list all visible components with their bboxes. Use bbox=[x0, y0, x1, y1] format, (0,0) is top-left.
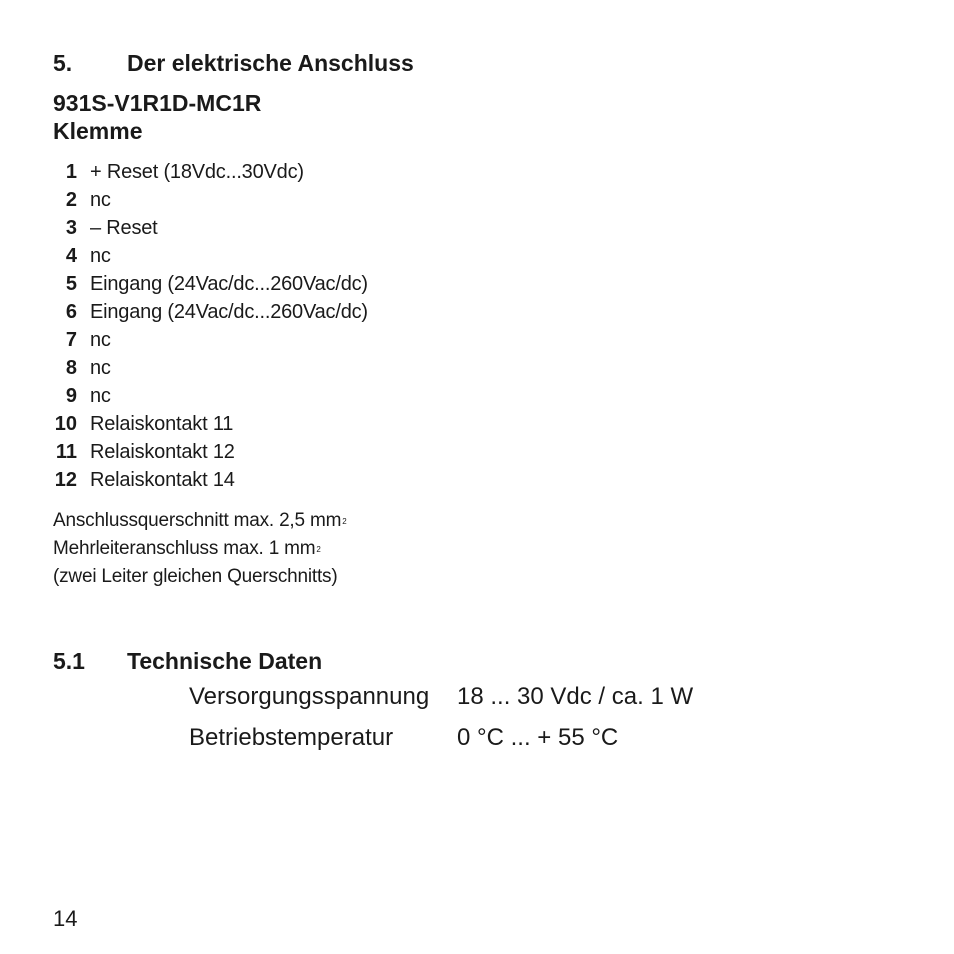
spec-value: 0 °C ... + 55 °C bbox=[457, 723, 619, 751]
terminal-subtitle: Klemme bbox=[53, 118, 143, 144]
page-number: 14 bbox=[53, 906, 78, 931]
terminal-number: 4 bbox=[65, 244, 77, 267]
terminal-row bbox=[53, 158, 753, 186]
section-title: Der elektrische Anschluss bbox=[127, 50, 414, 76]
terminal-list bbox=[53, 158, 753, 494]
terminal-label: nc bbox=[90, 328, 111, 351]
note-multi-wire bbox=[53, 535, 346, 563]
terminal-label: Relaiskontakt 11 bbox=[90, 412, 234, 435]
terminal-label: nc bbox=[90, 188, 111, 211]
terminal-label: Eingang (24Vac/dc...260Vac/dc) bbox=[90, 272, 368, 295]
terminal-number: 11 bbox=[55, 440, 77, 463]
terminal-row bbox=[53, 186, 753, 214]
note-text: Anschlussquerschnitt max. 2,5 mm bbox=[53, 510, 342, 531]
note-cross-section bbox=[53, 507, 346, 535]
terminal-number: 12 bbox=[54, 468, 77, 491]
terminal-label: nc bbox=[90, 244, 111, 267]
terminal-label: + Reset (18Vdc...30Vdc) bbox=[90, 160, 304, 183]
terminal-number: 8 bbox=[65, 356, 77, 379]
terminal-number: 10 bbox=[54, 412, 77, 435]
spec-name: Betriebstemperatur bbox=[189, 723, 394, 751]
terminal-label: Eingang (24Vac/dc...260Vac/dc) bbox=[90, 300, 368, 323]
terminal-row bbox=[53, 214, 753, 242]
tech-section-number: 5.1 bbox=[53, 648, 85, 674]
terminal-row bbox=[53, 466, 753, 494]
terminal-number: 5 bbox=[65, 272, 77, 295]
note-text: (zwei Leiter gleichen Querschnitts) bbox=[53, 566, 338, 587]
terminal-label: nc bbox=[90, 384, 111, 407]
section-number: 5. bbox=[53, 50, 73, 76]
spec-row bbox=[189, 676, 693, 717]
terminal-row bbox=[53, 242, 753, 270]
terminal-number: 6 bbox=[65, 300, 77, 323]
terminal-number: 1 bbox=[65, 160, 77, 183]
note-text: Mehrleiteranschluss max. 1 mm bbox=[53, 538, 316, 559]
terminal-number: 2 bbox=[65, 188, 77, 211]
spec-row bbox=[189, 717, 693, 758]
terminal-row bbox=[53, 410, 753, 438]
superscript: 2 bbox=[316, 544, 321, 554]
terminal-row bbox=[53, 326, 753, 354]
terminal-label: Relaiskontakt 12 bbox=[90, 440, 235, 463]
wiring-notes bbox=[53, 507, 346, 591]
note-same-cross-section bbox=[53, 563, 346, 591]
superscript: 2 bbox=[342, 516, 347, 526]
terminal-row bbox=[53, 382, 753, 410]
tech-data-table bbox=[189, 676, 693, 758]
terminal-row bbox=[53, 438, 753, 466]
terminal-label: Relaiskontakt 14 bbox=[90, 468, 235, 491]
model-name: 931S-V1R1D-MC1R bbox=[53, 90, 262, 116]
terminal-number: 3 bbox=[65, 216, 77, 239]
terminal-row bbox=[53, 354, 753, 382]
spec-value: 18 ... 30 Vdc / ca. 1 W bbox=[457, 682, 694, 710]
terminal-row bbox=[53, 298, 753, 326]
terminal-label: – Reset bbox=[90, 216, 158, 239]
terminal-number: 7 bbox=[65, 328, 77, 351]
model-heading bbox=[53, 89, 261, 145]
terminal-number: 9 bbox=[65, 384, 77, 407]
terminal-row bbox=[53, 270, 753, 298]
tech-section-title: Technische Daten bbox=[127, 648, 323, 674]
terminal-label: nc bbox=[90, 356, 111, 379]
spec-name: Versorgungsspannung bbox=[189, 682, 430, 710]
